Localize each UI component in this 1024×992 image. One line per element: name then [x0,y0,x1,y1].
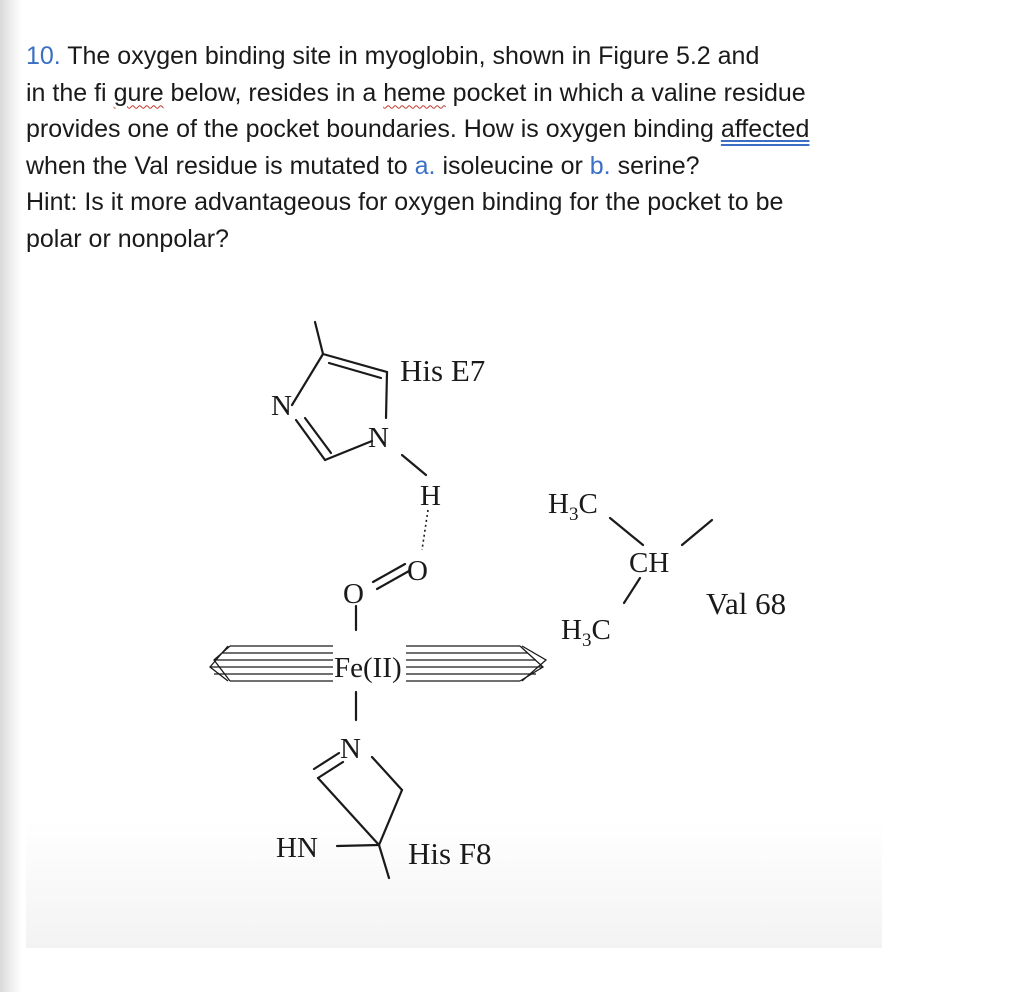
question-number: 10. [26,42,61,70]
question-line-4: when the Val residue is mutated to a. isoleucine or b. serine? [26,151,700,180]
question-line-2: in the fi gure below, resides in a heme pocket in which a valine residue [26,78,806,107]
option-b-label: b. [589,151,611,180]
spelling-flag-gure[interactable]: gure [113,78,164,107]
label-n-top-left: N [271,390,292,422]
label-ch: CH [629,547,670,579]
hydrogen-bond [422,510,428,550]
label-his-e7: His E7 [400,353,486,388]
option-a-label: a. [414,151,436,180]
label-n-top-right: N [368,422,389,454]
question-line-1: 10. The oxygen binding site in myoglobin, shown in Figure 5.2 and [26,42,760,70]
label-hn: HN [276,832,318,864]
grammar-flag-affected[interactable]: affected [720,115,810,143]
hint-line-2: polar or nonpolar? [26,224,229,253]
label-o-terminal: O [407,555,428,587]
label-his-f8: His F8 [408,836,492,871]
question-line-3: provides one of the pocket boundaries. How is oxygen binding affected [26,115,810,143]
label-val-68: Val 68 [706,586,787,621]
label-h3c-top: $H_3C$ [548,488,598,525]
label-h: H [420,480,441,512]
label-o-bound: O [343,578,364,610]
label-h3c-bottom: $H_3C$ [561,614,611,651]
hint-line-1: Hint: Is it more advantageous for oxygen binding for the pocket to be [26,188,784,216]
label-fe-ii: Fe(II) [334,652,402,684]
label-n-bottom: N [340,733,361,765]
spelling-flag-heme[interactable]: heme [383,78,446,107]
